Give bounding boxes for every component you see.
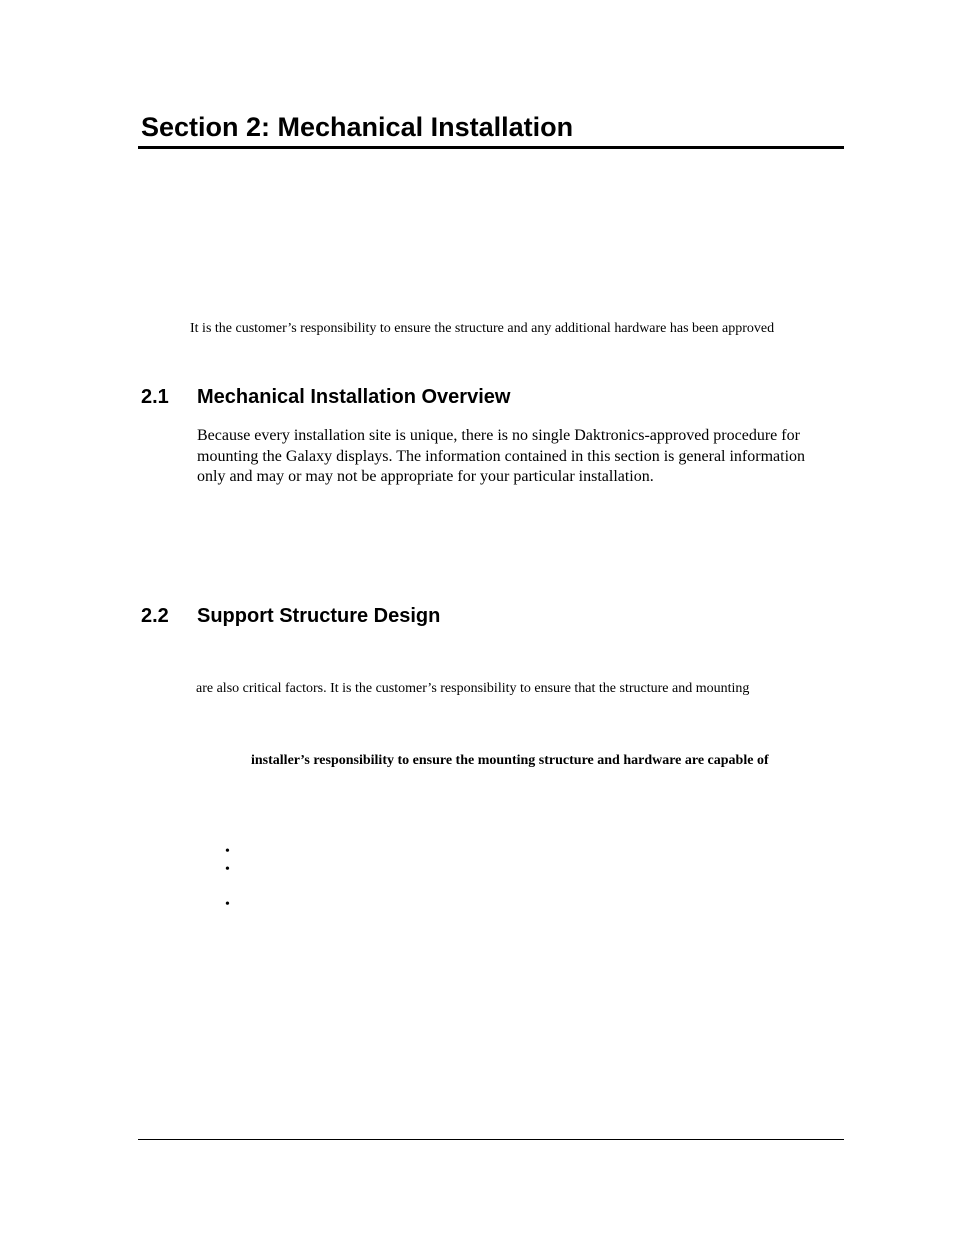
section-title: Section 2: Mechanical Installation	[141, 112, 574, 142]
title-rule	[138, 146, 844, 149]
heading-2-1	[141, 385, 510, 409]
heading-2-1-title: Mechanical Installation Overview	[197, 386, 511, 408]
overview-paragraph: Because every installation site is unique, there is no single Daktronics-approved procedure for mounting the Galaxy displays. The information contained in this section is general information only and may or may not be appropriate for your particular installation.	[197, 427, 806, 485]
heading-2-2	[141, 604, 440, 628]
heading-2-2-title: Support Structure Design	[197, 605, 441, 627]
bullet-marker: •	[225, 897, 230, 912]
bullet-marker: •	[225, 844, 230, 859]
footer-rule	[138, 1139, 844, 1140]
heading-2-1-number: 2.1	[141, 386, 169, 408]
installer-responsibility-line: installer’s responsibility to ensure the mounting structure and hardware are capable of	[251, 753, 769, 768]
bullet-marker: •	[225, 862, 230, 877]
responsibility-note: It is the customer’s responsibility to ensure the structure and any additional hardware has been approved	[190, 321, 775, 336]
heading-2-2-number: 2.2	[141, 605, 169, 627]
critical-factors-line: are also critical factors. It is the customer’s responsibility to ensure that the structure and mounting	[196, 681, 750, 696]
